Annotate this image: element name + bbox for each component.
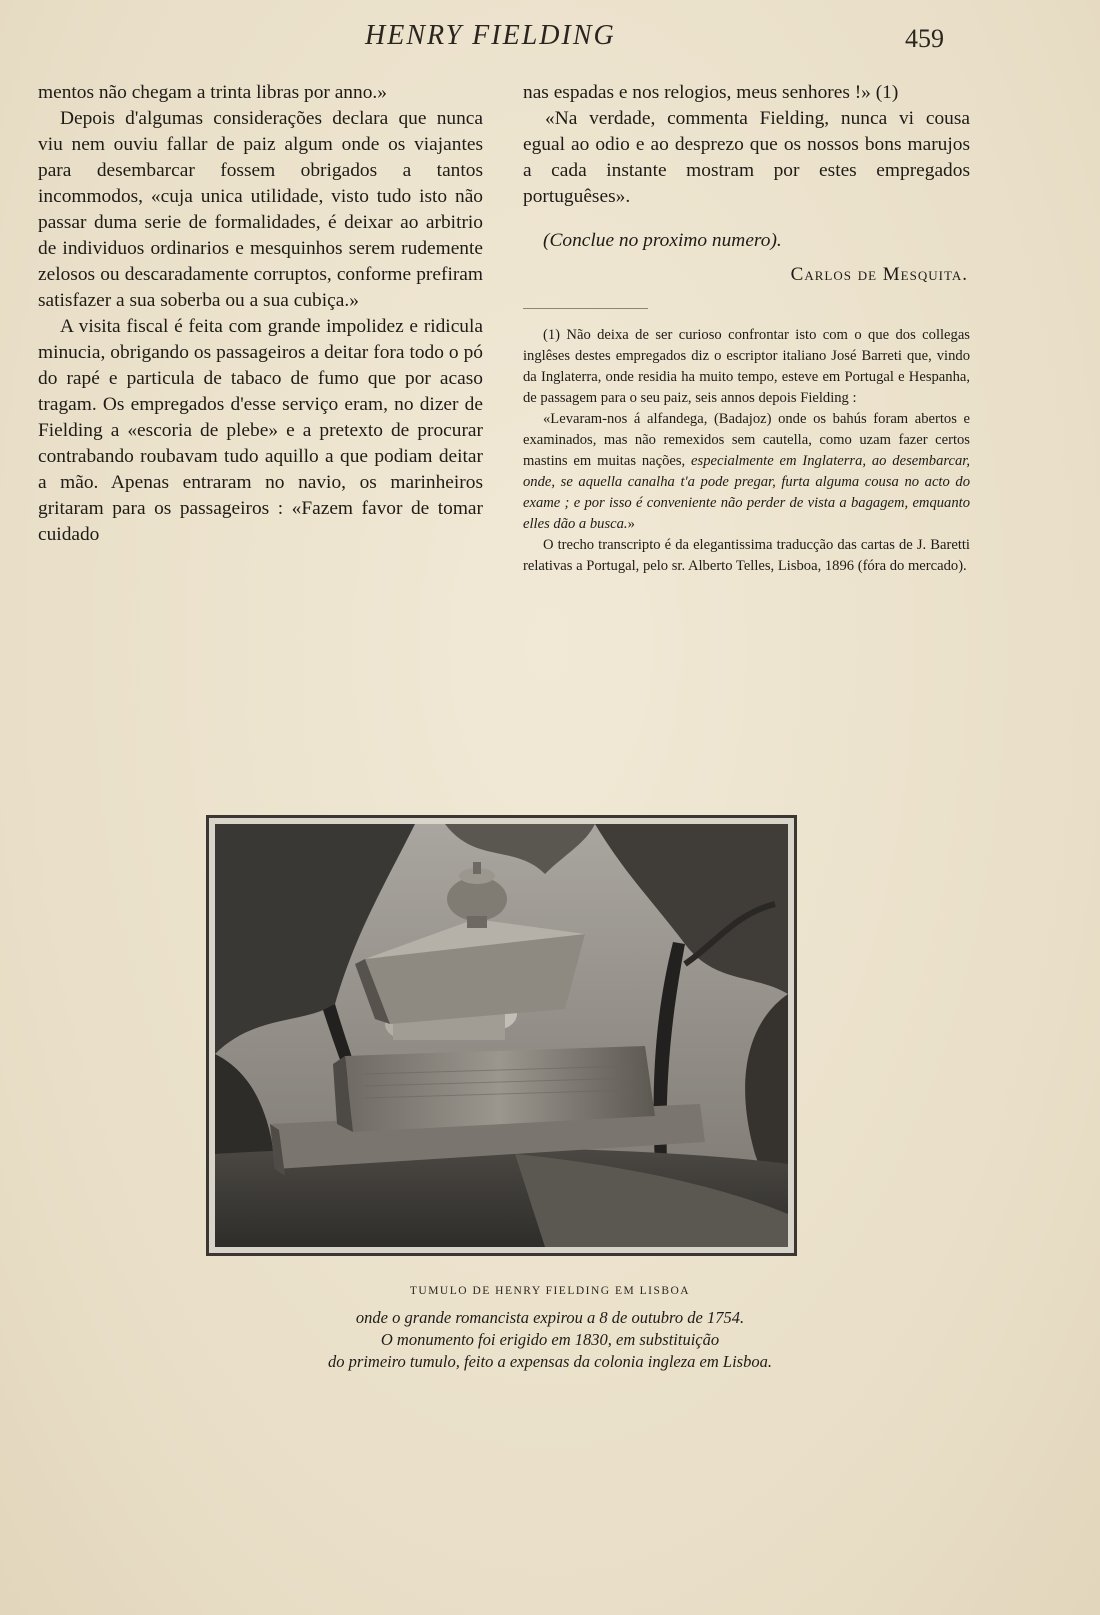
tomb-photograph xyxy=(215,824,788,1247)
photo-frame xyxy=(206,815,797,1256)
caption-line: onde o grande romancista expirou a 8 de outubro de 1754. xyxy=(355,1308,745,1327)
paragraph: mentos não chegam a trinta libras por anno.» xyxy=(38,82,387,103)
caption-line: O monumento foi erigido em 1830, em substituição xyxy=(380,1330,720,1349)
footnote-source: O trecho transcripto é da elegantissima traducção das cartas de J. Baretti relativas a Portugal, pelo sr. Alberto Telles, Lisboa, 1896 (fóra do mercado). xyxy=(523,537,970,574)
right-column xyxy=(523,80,970,577)
page-number: 459 xyxy=(905,24,944,53)
running-title: HENRY FIELDING xyxy=(365,20,616,51)
footnote-quote-italic: especialmente em Inglaterra, ao desembarcar, onde, se aquella canalha t'a pode pregar, furta alguma cousa no acto do exame ; e por isso é conveniente não perder de vista a bagagem, emquanto elles dão a busca. xyxy=(523,453,970,532)
paragraph: «Na verdade, commenta Fielding, nunca vi cousa egual ao odio e ao desprezo que os nossos bons marujos a cada instante mostram por estes empregados portuguêses». xyxy=(523,108,970,207)
continuation-note: (Conclue no proximo numero). xyxy=(543,230,782,251)
paragraph: nas espadas e nos relogios, meus senhores !» (1) xyxy=(523,82,899,103)
footnote-quote-end: » xyxy=(627,516,635,532)
footnote-quote-roman: «Levaram-nos á alfandega, (Badajoz) onde os bahús foram abertos e examinados, mas não remexidos sem cautella, como uzam fazer certos mastins em muitas nações, xyxy=(523,411,970,469)
running-head xyxy=(0,20,1100,60)
footnote-quote xyxy=(523,409,970,535)
paragraph: Depois d'algumas considerações declara que nunca viu nem ouviu fallar de paiz algum onde os viajantes para desembarcar fossem obrigados a tantos incommodos, «cuja unica utilidade, visto tudo isto não passar duma serie de formalidades, é deixar ao arbitrio de individuos ordinarios e mesquinhos serem rudemente zelosos ou descaradamente corruptos, conforme prefiram satisfazer a sua soberba ou a sua cubiça.» xyxy=(38,108,483,311)
caption-title: TUMULO DE HENRY FIELDING EM LISBOA xyxy=(409,1285,691,1297)
footnote-divider xyxy=(523,308,648,309)
paragraph: A visita fiscal é feita com grande impolidez e ridicula minucia, obrigando os passageiros a deitar fora todo o pó do rapé e particula de tabaco de fumo que por acaso tragam. Os empregados d'esse serviço eram, no dizer de Fielding a «escoria de plebe» e a pretexto de procurar contrabando roubavam tudo aquillo a que podiam deitar a mão. Apenas entraram no navio, os marinheiros gritaram para os passageiros : «Fazem favor de tomar cuidado xyxy=(38,316,483,545)
author-signature: Carlos de Mesquita. xyxy=(790,264,968,285)
footnote: (1) Não deixa de ser curioso confrontar isto com o que dos collegas inglêses destes empregados diz o escriptor italiano José Barreti que, vindo da Inglaterra, onde residia ha muito tempo, esteve em Portugal e Hespanha, de passagem para o seu paiz, seis annos depois Fielding : xyxy=(523,327,970,406)
caption-line: do primeiro tumulo, feito a expensas da colonia ingleza em Lisboa. xyxy=(328,1352,772,1371)
left-column xyxy=(38,80,483,548)
figure-caption xyxy=(0,1281,1100,1373)
